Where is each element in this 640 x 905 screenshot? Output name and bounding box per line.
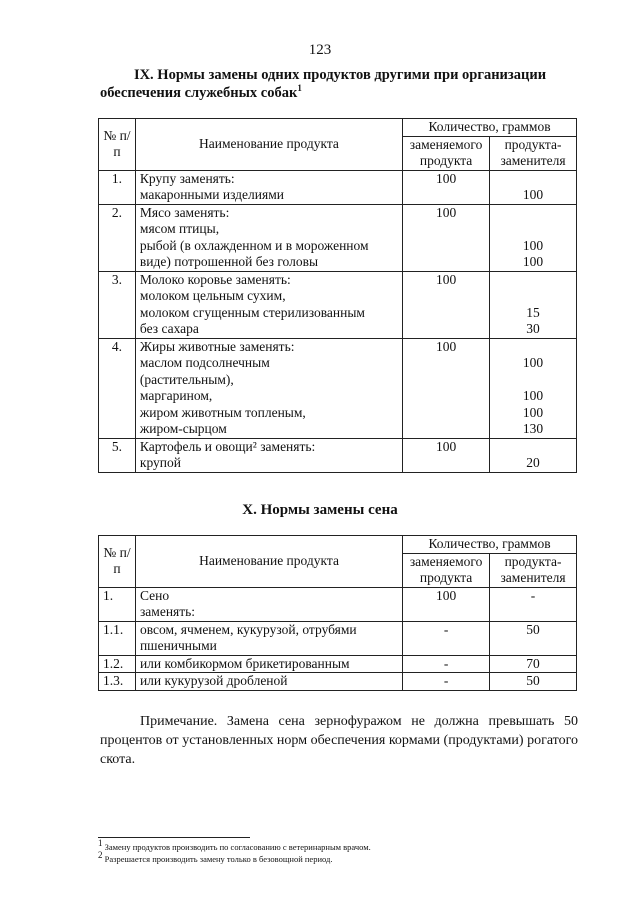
cell-line: Мясо заменять: [139, 204, 230, 220]
row-number: 1. [99, 587, 136, 621]
table-row [99, 655, 577, 673]
table-row [99, 338, 577, 438]
table-row [99, 438, 577, 472]
row-number: 1.2. [99, 655, 136, 673]
cell-line: маргарином, [139, 388, 213, 403]
replacement-qty [490, 438, 577, 472]
replaced-qty [403, 204, 490, 271]
cell-line [407, 238, 485, 255]
cell-line: крупой [139, 455, 181, 470]
section9-title [100, 66, 580, 102]
cell-line: 100 [522, 187, 544, 202]
header-qty: Количество, граммов [403, 536, 577, 554]
section9-title-line1: IX. Нормы замены одних продуктов другими при организации [133, 67, 547, 83]
cell-line [407, 405, 485, 422]
note-paragraph [100, 712, 578, 769]
replacement-qty [490, 170, 577, 204]
cell-line: молоком сгущенным стерилизованным [139, 304, 365, 320]
cell-line: 100 [435, 170, 457, 186]
product-name [135, 673, 402, 691]
cell-line: 100 [522, 237, 544, 253]
replacement-qty [490, 271, 577, 338]
replaced-qty: - [403, 673, 490, 691]
header-name: Наименование продукта [135, 536, 402, 588]
cell-line [407, 355, 485, 372]
cell-line [494, 205, 572, 222]
row-number: 1.3. [99, 673, 136, 691]
cell-line: жиром животным топленым, [139, 404, 306, 420]
cell-line: 100 [522, 254, 544, 269]
replaced-qty [403, 338, 490, 438]
row-number: 4. [99, 338, 136, 438]
section9-title-line2: обеспечения служебных собак [100, 85, 298, 101]
row-number: 1. [99, 170, 136, 204]
header-num: № п/п [99, 119, 136, 171]
cell-line: 20 [526, 455, 540, 470]
footnote-mark: 2 [98, 850, 103, 861]
table-row [99, 204, 577, 271]
cell-line [407, 388, 485, 405]
cell-line [407, 421, 485, 438]
footnote-2 [98, 850, 333, 865]
cell-line [407, 305, 485, 322]
cell-line [407, 455, 485, 472]
cell-line [407, 187, 485, 204]
cell-line: заменять: [139, 604, 196, 619]
cell-line [407, 321, 485, 338]
cell-line [494, 339, 572, 356]
cell-line: 15 [526, 304, 540, 320]
cell-line [494, 372, 572, 389]
cell-line: маслом подсолнечным [139, 355, 270, 370]
page-number: 123 [308, 42, 332, 58]
cell-line: Крупу заменять: [139, 170, 235, 186]
cell-line: Картофель и овощи² заменять: [139, 438, 316, 454]
replacement-qty: 50 [490, 673, 577, 691]
product-name [135, 587, 402, 621]
product-name [135, 621, 402, 655]
cell-line: или комбикормом брикетированным [139, 655, 350, 671]
cell-line [494, 171, 572, 188]
replaced-qty: 100 [403, 587, 490, 621]
replacement-qty: 50 [490, 621, 577, 655]
header-replacement: продукта-заменителя [490, 553, 577, 587]
product-name [135, 170, 402, 204]
replacement-qty: 70 [490, 655, 577, 673]
cell-line: без сахара [139, 321, 199, 336]
cell-line: Молоко коровье заменять: [139, 271, 291, 287]
row-number: 1.1. [99, 621, 136, 655]
cell-line: 100 [522, 388, 544, 403]
replacement-qty: - [490, 587, 577, 621]
cell-line: виде) потрошенной без головы [139, 254, 319, 269]
note-text: Примечание. Замена сена зернофуражом не должна превышать 50 процентов от установленных норм обеспечения кормами (продуктами) рогатого скота. [100, 714, 578, 767]
cell-line: овсом, ячменем, кукурузой, отрубями [139, 621, 357, 637]
header-num: № п/п [99, 536, 136, 588]
product-name [135, 204, 402, 271]
section10-title: X. Нормы замены сена [242, 502, 398, 518]
cell-line: рыбой (в охлажденном и в мороженном [139, 237, 369, 253]
cell-line: 100 [522, 404, 544, 420]
product-name [135, 338, 402, 438]
cell-line [407, 221, 485, 238]
cell-line: 130 [522, 421, 544, 436]
cell-line [494, 272, 572, 289]
row-number: 2. [99, 204, 136, 271]
cell-line [407, 372, 485, 389]
product-name [135, 438, 402, 472]
cell-line [494, 221, 572, 238]
footnote-ref: 1 [297, 83, 302, 94]
table-row [99, 621, 577, 655]
cell-line: жиром-сырцом [139, 421, 227, 436]
cell-line: 30 [526, 321, 540, 336]
table-row [99, 587, 577, 621]
header-replaced: заменяемого продукта [403, 553, 490, 587]
cell-line: 100 [522, 355, 544, 370]
replaced-qty: - [403, 655, 490, 673]
replaced-qty [403, 170, 490, 204]
cell-line: 100 [435, 204, 457, 220]
header-qty: Количество, граммов [403, 119, 577, 137]
footnote-divider [98, 837, 250, 838]
cell-line: пшеничными [139, 638, 217, 653]
table-row [99, 271, 577, 338]
table-row [99, 673, 577, 691]
cell-line: 100 [435, 438, 457, 454]
cell-line [494, 439, 572, 456]
cell-line: Жиры животные заменять: [139, 338, 295, 354]
table-row [99, 170, 577, 204]
cell-line: молоком цельным сухим, [139, 288, 286, 303]
cell-line: 100 [435, 271, 457, 287]
header-replacement: продукта-заменителя [490, 136, 577, 170]
cell-line: (растительным), [139, 371, 234, 387]
replacement-qty [490, 204, 577, 271]
footnote-text: Замену продуктов производить по согласованию с ветеринарным врачом. [104, 842, 371, 852]
cell-line: или кукурузой дробленой [139, 673, 288, 688]
header-replaced: заменяемого продукта [403, 136, 490, 170]
replacement-qty [490, 338, 577, 438]
header-name: Наименование продукта [135, 119, 402, 171]
row-number: 5. [99, 438, 136, 472]
cell-line: Сено [139, 587, 170, 603]
replaced-qty: - [403, 621, 490, 655]
product-name [135, 655, 402, 673]
substitution-table-hay [98, 535, 577, 691]
cell-line: 100 [435, 338, 457, 354]
row-number: 3. [99, 271, 136, 338]
cell-line [407, 254, 485, 271]
footnote-mark: 1 [98, 838, 103, 849]
cell-line [494, 288, 572, 305]
substitution-table-dogs [98, 118, 577, 473]
footnote-1 [98, 838, 371, 853]
cell-line: мясом птицы, [139, 221, 220, 236]
product-name [135, 271, 402, 338]
footnote-text: Разрешается производить замену только в безовощной период. [104, 854, 333, 864]
cell-line: макаронными изделиями [139, 187, 284, 202]
replaced-qty [403, 438, 490, 472]
replaced-qty [403, 271, 490, 338]
cell-line [407, 288, 485, 305]
